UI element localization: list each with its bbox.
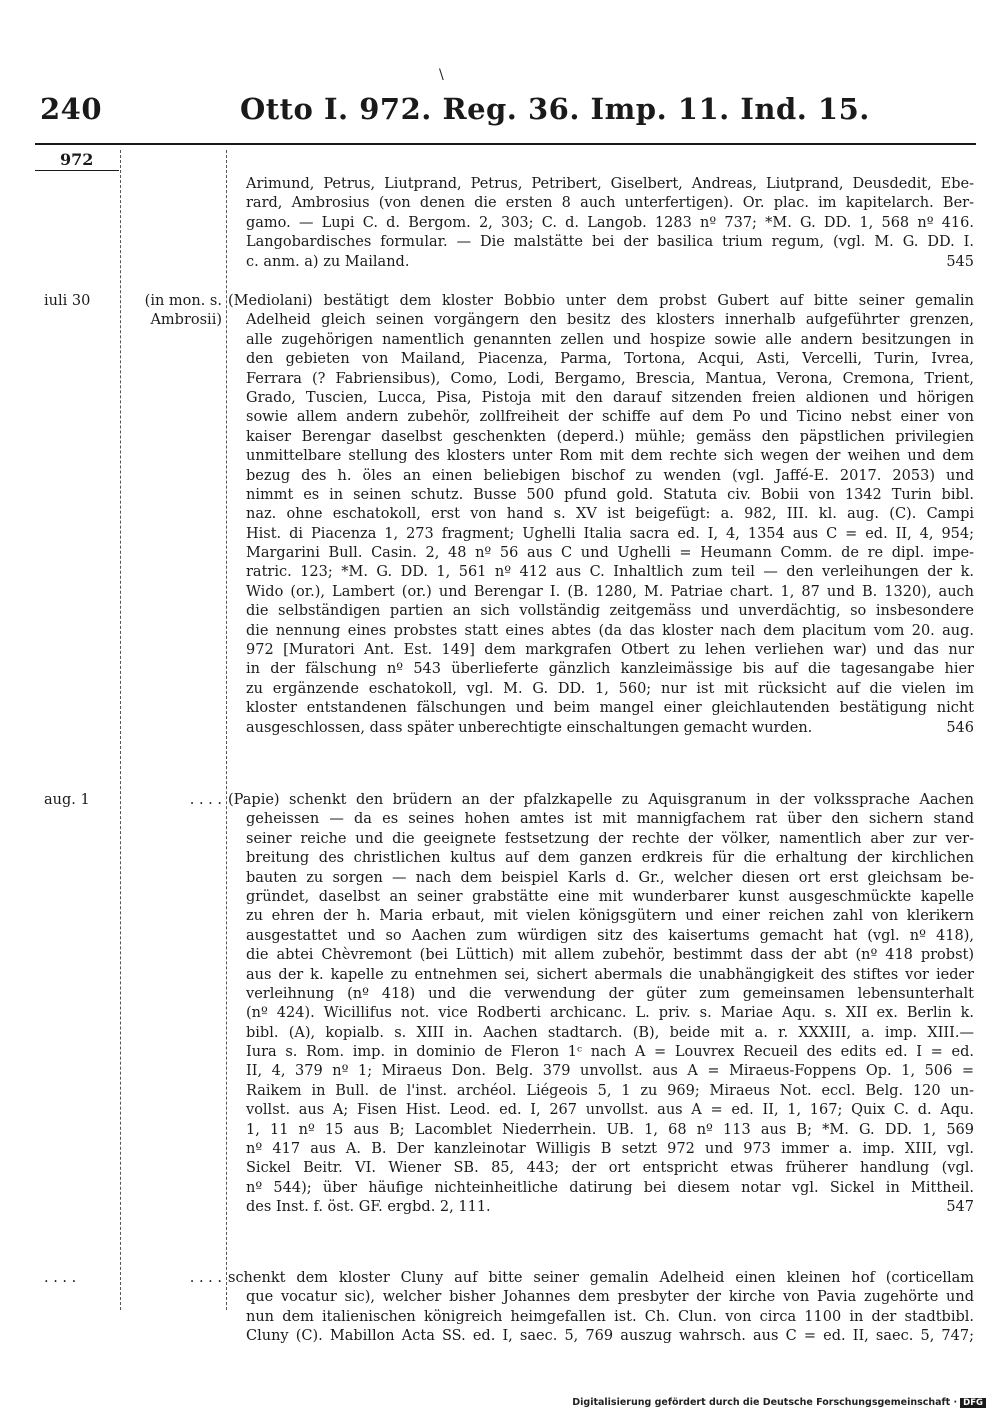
entry-number: 546: [946, 719, 974, 736]
page-title: Otto I. 972. Reg. 36. Imp. 11. Ind. 15.: [240, 92, 870, 126]
digitization-credit: [572, 1397, 986, 1408]
page-number: 240: [40, 92, 103, 126]
column-divider-place: [226, 150, 227, 1310]
text-line-content: ausgeschlossen, dass später unberechtigte einschaltungen gemacht wurden.: [246, 719, 813, 736]
text-line: Ferrara (? Fabriensibus), Como, Lodi, Bergamo, Brescia, Mantua, Verona, Cremona, Trient,: [246, 370, 974, 387]
text-line: bibl. (A), kopialb. s. XIII in. Aachen stadtarch. (B), beide mit a. r. XXXIII, a. imp. XIII.—: [246, 1024, 974, 1041]
text-line: Cluny (C). Mabillon Acta SS. ed. I, saec. 5, 769 auszug wahrsch. aus C = ed. II, saec. 5, 747;: [246, 1328, 974, 1345]
text-line: gründet, daselbst an seiner grabstätte eine mit wunderbarer kunst ausgeschmückte kapelle: [246, 888, 974, 905]
text-line: ratric. 123; *M. G. DD. 1, 561 nº 412 aus C. Inhaltlich zum teil — den verleihungen der k.: [246, 564, 974, 581]
text-line: in der fälschung nº 543 überlieferte gänzlich kanzleimässige bis auf die tagesangabe hier: [246, 661, 974, 678]
text-line: 972 [Muratori Ant. Est. 149] dem markgrafen Otbert zu lehen verliehen war) und das nur: [246, 642, 974, 659]
entry-date: iuli 30: [44, 293, 91, 309]
entry-place: . . . .: [189, 1270, 222, 1286]
entry-date: . . . .: [44, 1270, 77, 1286]
text-line: Raikem in Bull. de l'inst. archéol. Liégeois 5, 1 zu 969; Miraeus Not. eccl. Belg. 120 un-: [246, 1082, 974, 1099]
text-line: gamo. — Lupi C. d. Bergom. 2, 303; C. d. Langob. 1283 nº 737; *M. G. DD. 1, 568 nº 416.: [246, 214, 974, 231]
text-line: unmittelbare stellung des klosters unter Rom mit dem rechte sich wegen der weihen und dem: [246, 448, 974, 465]
column-divider-date: [120, 150, 121, 1310]
text-line: die selbständigen partien an sich vollständig zeitgemäss und unverdächtig, so insbesondere: [246, 603, 974, 620]
text-line: (Mediolani) bestätigt dem kloster Bobbio unter dem probst Gubert auf bitte seiner gemalin: [228, 293, 974, 309]
text-line: Grado, Tuscien, Lucca, Pisa, Pistoja mit den darauf sitzenden freien aldionen und hörigen: [246, 389, 974, 406]
text-line: geheissen — da es seines hohen amtes ist mit mannigfachem rat über den sichern stand: [246, 811, 974, 828]
text-line: breitung des christlichen kultus auf dem ganzen erdkreis für die erhaltung der kirchlichen: [246, 850, 974, 867]
text-line: bezug des h. öles an einen beliebigen bischof zu wenden (vgl. Jaffé-E. 2017. 2053) und: [246, 467, 974, 484]
text-line: que vocatur sic), welcher bisher Johannes dem presbyter der kirche von Pavia zugehörte und: [246, 1289, 974, 1306]
text-line: naz. ohne eschatokoll, erst von hand s. XV ist beigefügt: a. 982, III. kl. aug. (C). Campi: [246, 506, 974, 523]
text-line: schenkt dem kloster Cluny auf bitte seiner gemalin Adelheid einen kleinen hof (corticellam: [228, 1270, 974, 1286]
text-line-content: c. anm. a) zu Mailand.: [246, 253, 410, 270]
text-line: bauten zu sorgen — nach dem beispiel Karls d. Gr., welcher diesen ort erst gleichsam be-: [246, 869, 974, 886]
text-line-content: des Inst. f. öst. GF. ergbd. 2, 111.: [246, 1199, 491, 1216]
text-line: zu ehren der h. Maria erbaut, mit vielen königsgütern und einer reichen zahl von klerikern: [246, 908, 974, 925]
text-line: nimmt es in seinen schutz. Busse 500 pfund gold. Statuta civ. Bobii von 1342 Turin bibl.: [246, 486, 974, 503]
entry-text: [228, 292, 974, 738]
text-line: Hist. di Piacenza 1, 273 fragment; Ughelli Italia sacra ed. I, 4, 1354 aus C = ed. II, 4, 954;: [246, 525, 974, 542]
text-line: Margarini Bull. Casin. 2, 48 nº 56 aus C und Ughelli = Heumann Comm. de re dipl. impe-: [246, 545, 974, 562]
text-line: Wido (or.), Lambert (or.) und Berengar I. (B. 1280, M. Patriae chart. 1, 87 und B. 1320), auch: [246, 583, 974, 600]
entry-number: 547: [946, 1199, 974, 1216]
text-line: 1, 11 nº 15 aus B; Lacomblet Niederrhein. UB. 1, 68 nº 113 aus B; *M. G. DD. 1, 569: [246, 1121, 974, 1138]
entry-date: aug. 1: [44, 792, 90, 808]
text-line: nº 417 aus A. B. Der kanzleinotar Willigis B setzt 972 und 973 immer a. imp. XIII, vgl.: [246, 1141, 974, 1158]
text-line: Sickel Beitr. VI. Wiener SB. 85, 443; der ort entspricht etwas früherer handlung (vgl.: [246, 1160, 974, 1177]
year-rule: [35, 170, 119, 171]
entry-text: [228, 791, 974, 1218]
text-line: seiner reiche und die geeignete festsetzung der rechte der völker, namentlich aber zur ver-: [246, 830, 974, 847]
text-line: (Papie) schenkt den brüdern an der pfalzkapelle zu Aquisgranum in der volkssprache Aachen: [228, 792, 974, 808]
text-line: vollst. aus A; Fisen Hist. Leod. ed. I, 267 unvollst. aus A = ed. II, 1, 167; Quix C. d. Aqu.: [246, 1102, 974, 1119]
text-line: den gebieten von Mailand, Piacenza, Parma, Tortona, Acqui, Asti, Vercelli, Turin, Ivrea,: [246, 351, 974, 368]
text-line: rard, Ambrosius (von denen die ersten 8 auch unterfertigen). Or. plac. im kapitelarch. Ber-: [246, 195, 974, 212]
stray-mark: \: [439, 67, 444, 83]
text-line: nun dem italienischen königreich heimgefallen ist. Ch. Clun. von circa 1100 in der stadtbibl.: [246, 1308, 974, 1325]
text-line: Adelheid gleich seinen vorgängern den besitz des klosters innerhalb aufgeführter grenzen,: [246, 312, 974, 329]
text-line: [228, 719, 974, 738]
year-label: 972: [60, 150, 94, 169]
text-line: kaiser Berengar daselbst geschenkten (deperd.) mühle; gemäss den päpstlichen privilegien: [246, 428, 974, 445]
entry-place: (in mon. s. Ambrosii): [144, 293, 222, 328]
text-line: die nennung eines probstes statt eines abtes (da das kloster nach dem placitum vom 20. aug.: [246, 622, 974, 639]
text-line: ausgestattet und so Aachen zum würdigen sitz des kaisertums gemacht hat (vgl. nº 418),: [246, 927, 974, 944]
text-line: nº 544); über häufige nichteinheitliche datirung bei diesem notar vgl. Sickel in Mittheil.: [246, 1179, 974, 1196]
text-line: (nº 424). Wicillifus not. vice Rodberti archicanc. L. priv. s. Mariae Aqu. s. XII ex. Berlin k.: [246, 1005, 974, 1022]
text-line: Langobardisches formular. — Die malstätte bei der basilica trium regum, (vgl. M. G. DD. I.: [246, 234, 974, 251]
text-line: verleihnung (nº 418) und die verwendung der güter zum gemeinsamen lebensunterhalt: [246, 985, 974, 1002]
entry-text: [228, 1269, 974, 1347]
credit-text: Digitalisierung gefördert durch die Deutsche Forschungsgemeinschaft ·: [572, 1397, 958, 1408]
text-line: [228, 253, 974, 272]
text-line: [228, 1198, 974, 1217]
text-line: Iura s. Rom. imp. in dominio de Fleron 1ᶜ nach A = Louvrex Recueil des edits ed. I = ed.: [246, 1044, 974, 1061]
entry-place: . . . .: [189, 792, 222, 808]
entry-text: [228, 175, 974, 272]
text-line: aus der k. kapelle zu entnehmen sei, sichert abermals die unabhängigkeit des stiftes vor ieder: [246, 966, 974, 983]
text-line: zu ergänzende eschatokoll, vgl. M. G. DD. 1, 560; nur ist mit rücksicht auf die vielen im: [246, 680, 974, 697]
entry-number: 545: [946, 253, 974, 270]
text-line: Arimund, Petrus, Liutprand, Petrus, Petribert, Giselbert, Andreas, Liutprand, Deusdedit, Ebe-: [246, 176, 974, 192]
text-line: kloster entstandenen fälschungen und beim mangel einer gleichlautenden bestätigung nicht: [246, 700, 974, 717]
header-rule: [35, 143, 976, 145]
text-line: die abtei Chèvremont (bei Lüttich) mit allem zubehör, bestimmt dass der abt (nº 418 probst): [246, 947, 974, 964]
text-line: sowie allem andern zubehör, zollfreiheit der schiffe auf dem Po und Ticino nebst einer von: [246, 409, 974, 426]
text-line: alle zugehörigen namentlich genannten zellen und hospize sowie alle andern besitzungen in: [246, 331, 974, 348]
dfg-logo: DFG: [960, 1398, 986, 1408]
text-line: II, 4, 379 nº 1; Miraeus Don. Belg. 379 unvollst. aus A = Miraeus-Foppens Op. 1, 506 =: [246, 1063, 974, 1080]
